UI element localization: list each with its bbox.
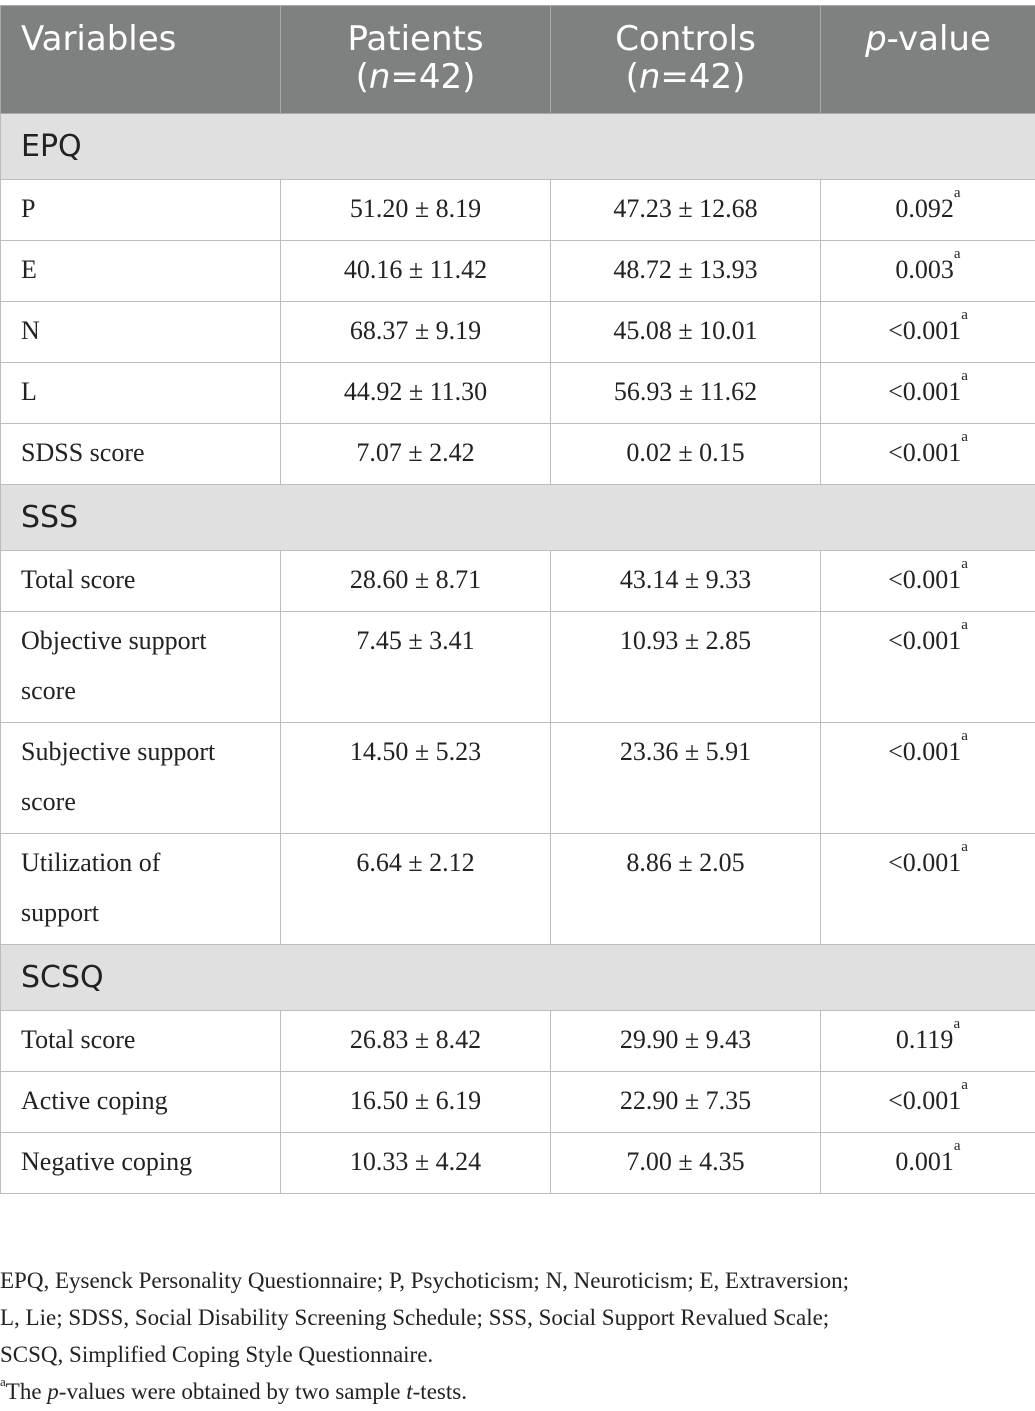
p-value: 0.119$^a$ <box>821 1011 1035 1072</box>
row-label: E <box>1 241 281 302</box>
table-notes <box>0 1262 1035 1410</box>
table-row <box>1 424 1035 485</box>
patients-value: 6.64 ± 2.12 <box>281 834 551 945</box>
p-value: <0.001$^a$ <box>821 612 1035 723</box>
patients-value: 7.45 ± 3.41 <box>281 612 551 723</box>
table-row <box>1 612 1035 723</box>
p-value: 0.001$^a$ <box>821 1133 1035 1194</box>
table-row <box>1 551 1035 612</box>
patients-value: 68.37 ± 9.19 <box>281 302 551 363</box>
header-row <box>1 6 1035 114</box>
table-row <box>1 834 1035 945</box>
patients-value: 40.16 ± 11.42 <box>281 241 551 302</box>
controls-value: 56.93 ± 11.62 <box>551 363 821 424</box>
p-value: <0.001$^a$ <box>821 363 1035 424</box>
controls-value: 22.90 ± 7.35 <box>551 1072 821 1133</box>
table-row <box>1 241 1035 302</box>
p-value: 0.092$^a$ <box>821 180 1035 241</box>
table-row <box>1 1072 1035 1133</box>
patients-value: 10.33 ± 4.24 <box>281 1133 551 1194</box>
section-row-sss: SSS <box>1 485 1035 551</box>
patients-value: 44.92 ± 11.30 <box>281 363 551 424</box>
abbreviations-line-3: SCSQ, Simplified Coping Style Questionnaire. <box>0 1342 434 1367</box>
header-p-value: p-value <box>821 6 1035 114</box>
p-value: <0.001$^a$ <box>821 723 1035 834</box>
controls-value: 43.14 ± 9.33 <box>551 551 821 612</box>
abbreviations-line-1: EPQ, Eysenck Personality Questionnaire; P, Psychoticism; N, Neuroticism; E, Extraversion; <box>0 1268 849 1293</box>
row-label: Total score <box>1 551 281 612</box>
p-value: <0.001$^a$ <box>821 424 1035 485</box>
controls-value: 45.08 ± 10.01 <box>551 302 821 363</box>
controls-value: 47.23 ± 12.68 <box>551 180 821 241</box>
controls-value: 7.00 ± 4.35 <box>551 1133 821 1194</box>
header-patients: Patients (n=42) <box>281 6 551 114</box>
controls-value: 8.86 ± 2.05 <box>551 834 821 945</box>
row-label: Negative coping <box>1 1133 281 1194</box>
table-row <box>1 363 1035 424</box>
p-value: <0.001$^a$ <box>821 1072 1035 1133</box>
table-row <box>1 1011 1035 1072</box>
controls-value: 48.72 ± 13.93 <box>551 241 821 302</box>
table-row <box>1 723 1035 834</box>
row-label: Total score <box>1 1011 281 1072</box>
results-table <box>0 5 1035 1194</box>
section-row-scsq: SCSQ <box>1 945 1035 1011</box>
p-value: <0.001$^a$ <box>821 302 1035 363</box>
row-label: Subjective support score <box>1 723 281 834</box>
row-label: Active coping <box>1 1072 281 1133</box>
header-controls: Controls (n=42) <box>551 6 821 114</box>
patients-value: 14.50 ± 5.23 <box>281 723 551 834</box>
controls-value: 10.93 ± 2.85 <box>551 612 821 723</box>
table-row <box>1 1133 1035 1194</box>
p-value: 0.003$^a$ <box>821 241 1035 302</box>
section-row-epq: EPQ <box>1 114 1035 180</box>
patients-value: 51.20 ± 8.19 <box>281 180 551 241</box>
patients-value: 28.60 ± 8.71 <box>281 551 551 612</box>
patients-value: 26.83 ± 8.42 <box>281 1011 551 1072</box>
header-variables: Variables <box>1 6 281 114</box>
controls-value: 0.02 ± 0.15 <box>551 424 821 485</box>
row-label: N <box>1 302 281 363</box>
row-label: P <box>1 180 281 241</box>
p-value: <0.001$^a$ <box>821 834 1035 945</box>
table-row <box>1 302 1035 363</box>
patients-value: 16.50 ± 6.19 <box>281 1072 551 1133</box>
p-value: <0.001$^a$ <box>821 551 1035 612</box>
row-label: L <box>1 363 281 424</box>
row-label: Utilization of support <box>1 834 281 945</box>
abbreviations-line-2: L, Lie; SDSS, Social Disability Screening Schedule; SSS, Social Support Revalued Scale; <box>0 1305 830 1330</box>
controls-value: 23.36 ± 5.91 <box>551 723 821 834</box>
row-label: Objective support score <box>1 612 281 723</box>
footnote: $^a$The p-values were obtained by two sample t-tests. <box>0 1374 467 1404</box>
row-label: SDSS score <box>1 424 281 485</box>
patients-value: 7.07 ± 2.42 <box>281 424 551 485</box>
table-row <box>1 180 1035 241</box>
controls-value: 29.90 ± 9.43 <box>551 1011 821 1072</box>
